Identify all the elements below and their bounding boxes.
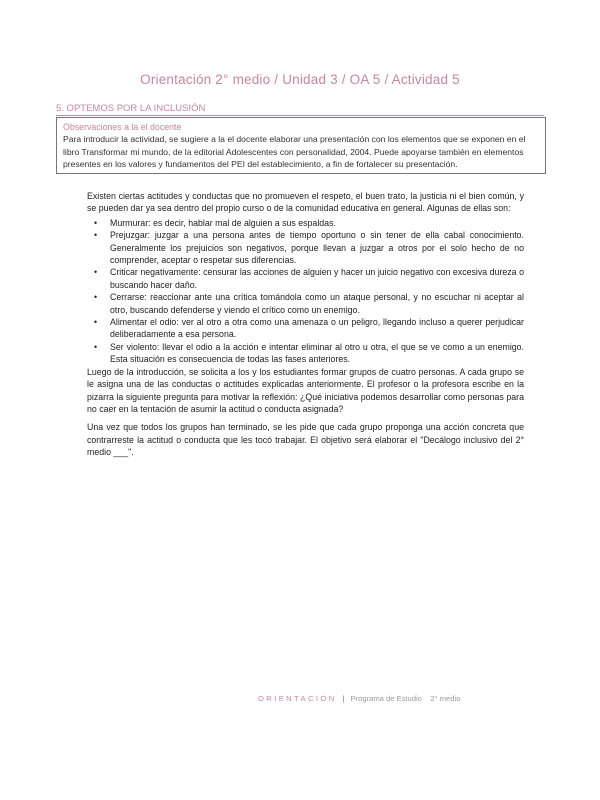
observations-title: Observaciones a la el docente: [63, 122, 182, 132]
bullet-icon: •: [94, 267, 98, 278]
closing-paragraph: Una vez que todos los grupos han terminado, se les pide que cada grupo proponga una acción concreta que contrarreste la actitud o conducta que les tocó trabajar. El objetivo será elaborar el "Decálogo inclusivo del 2° medio ___".: [87, 422, 524, 458]
group-work-paragraph: Luego de la introducción, se solicita a los y los estudiantes formar grupos de cuatro personas. A cada grupo se le asigna una de las conductas o actitudes explicadas anteriormente. El profesor o la profesora escribe en la pizarra la siguiente pregunta para motivar la reflexión: ¿Qué iniciativa podemos desarrollar como personas para no caer en la tentación de asumir la actitud o conducta asignada?: [87, 366, 524, 414]
footer-separator: |: [342, 694, 345, 703]
list-item: • Criticar negativamente: censurar las acciones de alguien y hacer un juicio negativo con excesiva dureza o buscando hacer daño.: [94, 267, 524, 290]
footer-program: Programa de Estudio: [350, 694, 422, 703]
bullet-icon: •: [94, 230, 98, 241]
intro-paragraph: Existen ciertas actitudes y conductas que no promueven el respeto, el buen trato, la justicia ni el bien común, y se pueden dar ya sea dentro del propio curso o de la comunidad educativa en general. Algunas de ellas son:: [87, 191, 524, 214]
section-heading: 5. OPTEMOS POR LA INCLUSIÓN: [56, 103, 544, 116]
list-item: • Prejuzgar: juzgar a una persona antes de tiempo oportuno o sin tener de ella cabal conocimiento. Generalmente los prejuicios son negativos, porque llevan a juzgar a otros por el solo hecho de no comprender, aceptar o respetar sus diferencias.: [94, 230, 524, 266]
bullet-icon: •: [94, 341, 98, 352]
list-item: • Murmurar: es decir, hablar mal de alguien a sus espaldas.: [94, 217, 336, 228]
footer-level: 2° medio: [430, 694, 461, 703]
bullet-icon: •: [94, 217, 98, 228]
bullet-icon: •: [94, 292, 98, 303]
behaviors-list: [87, 217, 524, 366]
list-item: • Ser violento: llevar el odio a la acción e intentar eliminar al otro u otra, el que se ve como a un enemigo. Esta situación es consecuencia de todas las fases anteriores.: [94, 341, 524, 365]
page-footer: [258, 694, 460, 703]
bullet-icon: •: [94, 317, 98, 328]
page-title: Orientación 2° medio / Unidad 3 / OA 5 / Actividad 5: [140, 72, 460, 87]
list-item: • Alimentar el odio: ver al otro a otra como una amenaza o un peligro, llegando incluso a querer perjudicar deliberadamente a esa persona.: [94, 317, 524, 340]
list-item: • Cerrarse: reaccionar ante una crítica tomándola como un ataque personal, y no escuchar ni aceptar al otro, buscando defenderse y viendo el crítico como un enemigo.: [94, 292, 524, 315]
footer-brand: ORIENTACIÓN: [258, 694, 337, 703]
observations-text: Para introducir la actividad, se sugiere a la el docente elaborar una presentación con los elementos que se exponen en el libro Transformar mi mundo, de la editorial Adolescentes con personalidad, 2004. Puede apoyarse también en elementos presentes en los valores y fundamentos del PEI del establecimiento, a fin de fortalecer su presentación.: [63, 134, 526, 170]
main-content: [87, 190, 524, 459]
teacher-observations-box: [56, 117, 546, 174]
